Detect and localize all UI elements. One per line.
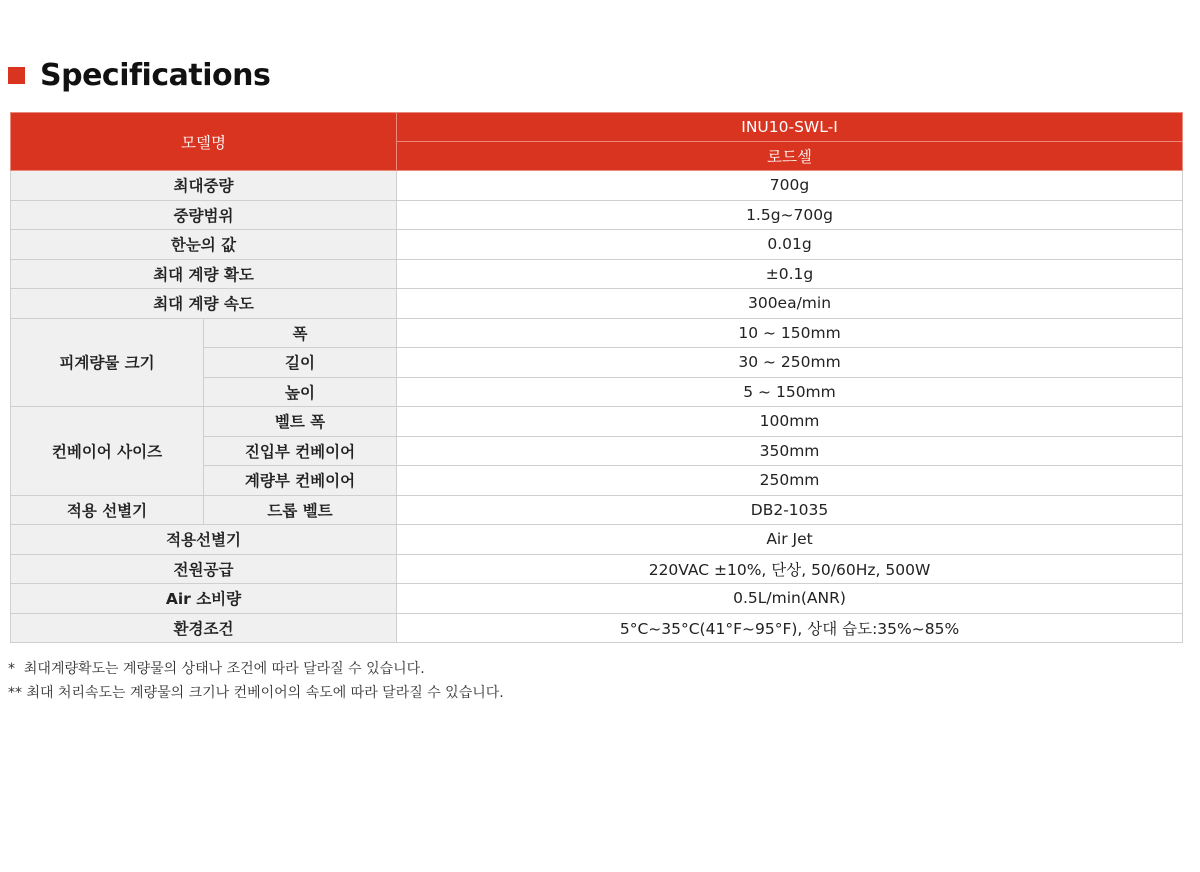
row-sublabel: 높이 <box>204 377 397 407</box>
sensor-type: 로드셀 <box>397 142 1183 171</box>
row-value: DB2-1035 <box>397 495 1183 525</box>
page-title: Specifications <box>40 57 271 93</box>
section-heading <box>8 55 270 95</box>
row-value: 300ea/min <box>397 289 1183 319</box>
row-sublabel: 길이 <box>204 348 397 378</box>
row-value: ±0.1g <box>397 259 1183 289</box>
row-value: 10 ~ 150mm <box>397 318 1183 348</box>
row-value: Air Jet <box>397 525 1183 555</box>
model-label: 모델명 <box>11 113 397 171</box>
row-label: 최대 계량 속도 <box>11 289 397 319</box>
table-row <box>11 200 1183 230</box>
row-sublabel: 드롭 벨트 <box>204 495 397 525</box>
row-value: 1.5g~700g <box>397 200 1183 230</box>
row-group-label: 피계량물 크기 <box>11 318 204 407</box>
row-label: 한눈의 값 <box>11 230 397 260</box>
row-label: 최대 계량 확도 <box>11 259 397 289</box>
row-sublabel: 벨트 폭 <box>204 407 397 437</box>
heading-marker <box>8 67 25 84</box>
row-sublabel: 진입부 컨베이어 <box>204 436 397 466</box>
table-row <box>11 407 1183 437</box>
footnote: * 최대계량확도는 계량물의 상태나 조건에 따라 달라질 수 있습니다. <box>8 661 425 677</box>
table-row <box>11 525 1183 555</box>
row-label: 환경조건 <box>11 613 397 643</box>
table-header-row <box>11 113 1183 142</box>
row-value: 0.01g <box>397 230 1183 260</box>
footnotes <box>8 657 504 705</box>
row-label: 최대중량 <box>11 171 397 201</box>
table-row <box>11 554 1183 584</box>
spec-table <box>10 112 1183 643</box>
row-value: 0.5L/min(ANR) <box>397 584 1183 614</box>
table-row <box>11 318 1183 348</box>
row-label: 적용선별기 <box>11 525 397 555</box>
table-row <box>11 171 1183 201</box>
row-value: 220VAC ±10%, 단상, 50/60Hz, 500W <box>397 554 1183 584</box>
row-value: 30 ~ 250mm <box>397 348 1183 378</box>
row-sublabel: 폭 <box>204 318 397 348</box>
row-sublabel: 계량부 컨베이어 <box>204 466 397 496</box>
row-label: 전원공급 <box>11 554 397 584</box>
table-row <box>11 613 1183 643</box>
row-label: Air 소비량 <box>11 584 397 614</box>
row-value: 250mm <box>397 466 1183 496</box>
row-value: 5 ~ 150mm <box>397 377 1183 407</box>
table-row <box>11 259 1183 289</box>
row-label: 중량범위 <box>11 200 397 230</box>
table-row <box>11 584 1183 614</box>
row-value: 700g <box>397 171 1183 201</box>
table-row <box>11 289 1183 319</box>
table-row <box>11 495 1183 525</box>
footnote: ** 최대 처리속도는 계량물의 크기나 컨베이어의 속도에 따라 달라질 수 있습니다. <box>8 685 504 701</box>
row-group-label: 적용 선별기 <box>11 495 204 525</box>
row-value: 5°C~35°C(41°F~95°F), 상대 습도:35%~85% <box>397 613 1183 643</box>
model-name: INU10-SWL-I <box>397 113 1183 142</box>
row-group-label: 컨베이어 사이즈 <box>11 407 204 496</box>
table-row <box>11 230 1183 260</box>
row-value: 100mm <box>397 407 1183 437</box>
row-value: 350mm <box>397 436 1183 466</box>
